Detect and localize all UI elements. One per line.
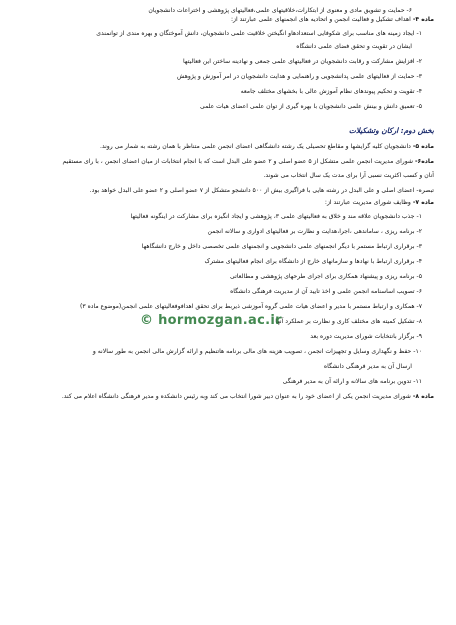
text-line: ۸- تشکیل کمیته های مختلف کاری و نظارت بر عملکرد آنها: [275, 318, 422, 325]
article-label: ماده ۷-: [412, 199, 434, 206]
text-line: ارسال آن به مدیر فرهنگی دانشگاه: [323, 363, 412, 370]
text-line: ۳- حمایت از فعالیتهای علمی پدانشجویی و راهنمایی و هدایت دانشجویان در امر آموزش و پژوهش: [176, 73, 422, 80]
section-title: بخش دوم: ارکان وتشکیلات: [348, 126, 434, 135]
text-line: ۳- برقراری ارتباط مستمر با دیگر انجمنهای علمی دانشجویی و انجمنهای علمی تخصصی داخل و خارج دانشگاهها: [141, 243, 422, 250]
article-6: [16, 157, 434, 166]
article-text: دانشجویان کلیه گرایشها و مقاطع تحصیلی یک رشته دانشگاهی اعضای انجمن علمی متناظر با همان رشته به شمار می روند.: [99, 143, 413, 150]
text-line: ۱- ایجاد زمینه های مناسب برای شکوفایی استعدادهاو انگیختن خلاقیت علمی دانشجویان، دانش آموختگان و بهره مندی از توانمندی: [96, 30, 422, 37]
article-text: شورای مدیریت انجمن یکی از اعضای خود را به عنوان دبیر شورا انتخاب می کند وبه رئیس دانشکده و مدیر فرهنگی دانشگاه اعلام می کند.: [61, 393, 413, 400]
article-text: شورای مدیریت انجمن علمی متشکل از ۵ عضو اصلی و ۲ عضو علی البدل است که با انجام انتخابات از میان اعضای انجمن ، با رای مستقیم: [62, 158, 415, 165]
text-line: ۵- تعمیق دانش و بینش علمی دانشجویان با بهره گیری از توان علمی اعضای هیات علمی: [199, 103, 422, 110]
text-line: ۷- همکاری و ارتباط مستمر با مدیر و اعضای هیات علمی گروه آموزشی ذیربط برای تحقق اهدافوفعالیتهای علمی انجمن(موضوع ماده ۳): [79, 303, 422, 310]
article-label: ماده ۸-: [412, 393, 434, 400]
article-label: ماده ۵-: [412, 143, 434, 150]
text-line: ۶- حمایت و تشویق مادی و معنوی از ابتکارات،خلاقیتهای علمی،فعالیتهای پژوهشی و اختراعات دانشجویان: [148, 7, 412, 14]
watermark-text: © hormozgan.ac.ir: [140, 313, 282, 328]
article-text: وظایف شورای مدیریت عبارتند از:: [324, 199, 413, 206]
text-line: ۱- جذب دانشجویان علاقه مند و خلاق به فعالیتهای علمی ۳، پژوهشی و ایجاد انگیزه برای مشارکت در اینگونه فعالیتها: [130, 213, 422, 220]
text-line: ۱۱- تدوین برنامه های سالانه و ارائه آن به مدیر فرهنگی: [282, 378, 422, 385]
text-line: ۴- برقراری ارتباط با نهادها و سازمانهای خارج از دانشگاه برای انجام فعالیتهای مشترک: [204, 258, 422, 265]
text-line: ۱۰- حفظ و نگهداری وسایل و تجهیزات انجمن ، تصویب هزینه های مالی برنامه هاتنظیم و ارائه گزارش مالی انجمن به طور سالانه و: [92, 348, 422, 355]
article-label: ماده ۴-: [412, 16, 434, 23]
text-line: ۹- برگزار بانتخابات شورای مدیریت دوره بعد: [310, 333, 422, 340]
article-text: اهداف تشکیل و فعالیت انجمن و اتحادیه های انجمنهای علمی عبارتند از:: [230, 16, 413, 23]
article-7: [16, 198, 434, 207]
text-line: آنان و کسب اکثریت نسبی آرا برای مدت یک سال انتخاب می شوند.: [263, 172, 434, 179]
note-line: تبصره- اعضای اصلی و علی البدل در رشته هایی با فراگیری بیش از ۵۰۰ دانشجو متشکل از ۷ عضو اصلی و ۲ عضو علی البدل خواهد بود.: [89, 187, 434, 194]
text-line: ۶- تصویب اساسنامه انجمن علمی و اخذ تایید آن از مدیریت فرهنگی دانشگاه: [230, 288, 422, 295]
article-8: [16, 392, 434, 401]
text-line: ۲- افزایش مشارکت و رقابت دانشجویان در فعالیتهای علمی جمعی و نهادینه ساختن این فعالیتها: [183, 58, 422, 65]
text-line: ایشان در تقویت و تحقق فضای علمی دانشگاه: [296, 43, 412, 50]
article-label: ماده۶-: [414, 158, 434, 165]
article-5: [16, 142, 434, 151]
article-4: [16, 15, 434, 24]
text-line: ۴- تقویت و تحکیم پیوندهای نظام آموزش عالی با بخشهای مختلف جامعه: [240, 88, 422, 95]
text-line: ۵- برنامه ریزی و پیشنهاد همکاری برای اجرای طرحهای پژوهشی و مطالعاتی: [230, 273, 422, 280]
text-line: ۲- برنامه ریزی ، ساماندهی ،اجرا،هدایت و نظارت بر فعالیتهای ادواری و سالانه انجمن: [207, 228, 422, 235]
